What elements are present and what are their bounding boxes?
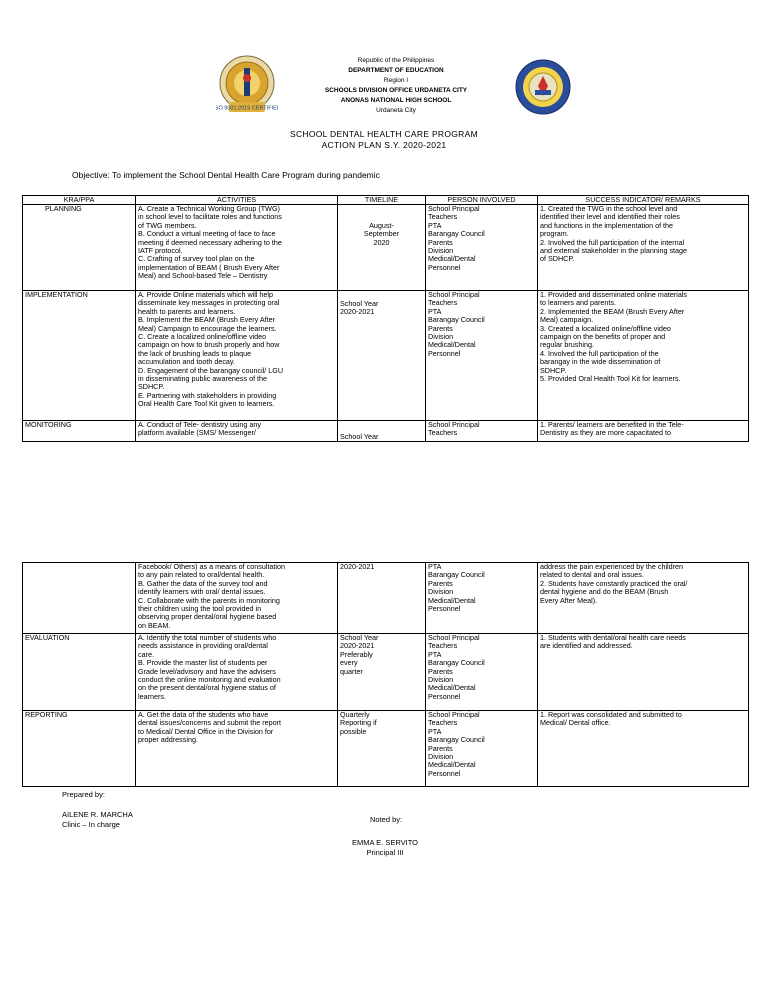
- cell-text: Division: [428, 247, 454, 256]
- cell-text: program.: [540, 230, 569, 239]
- cell-text: B. Implement the BEAM (Brush Every After: [138, 316, 276, 325]
- title-line-1: SCHOOL DENTAL HEALTH CARE PROGRAM: [290, 129, 478, 139]
- cell-text: A. Get the data of the students who have: [138, 711, 269, 719]
- cell-text: B. Gather the data of the survey tool and: [138, 579, 268, 588]
- cell-text: PLANNING: [45, 205, 82, 213]
- cell-text: Medical/Dental: [428, 596, 476, 605]
- table-row: [23, 563, 749, 634]
- cell-text: 2. Students have constantly practiced the oral/: [540, 579, 688, 588]
- cell-text: address the pain experienced by the children: [540, 563, 684, 571]
- timeline-cell: [338, 711, 426, 787]
- cell-text: MONITORING: [25, 421, 72, 429]
- cell-text: PTA: [428, 650, 442, 659]
- remarks-cell: [538, 205, 749, 291]
- title-line-2: ACTION PLAN S.Y. 2020-2021: [321, 140, 447, 150]
- cell-text: to Medical/ Dental Office in the Division for: [138, 727, 274, 736]
- cell-text: E. Partnering with stakeholders in providing: [138, 391, 277, 400]
- cell-text: School Principal: [428, 291, 480, 299]
- cell-text: School Principal: [428, 205, 480, 213]
- cell-text: Preferably: [340, 650, 373, 659]
- cell-text: learners.: [138, 692, 166, 701]
- cell-text: Meal) and School-based Tele – Dentistry: [138, 272, 268, 281]
- cell-text: of SDHCP.: [540, 255, 575, 264]
- cell-text: School Year: [340, 300, 379, 308]
- cell-text: Medical/Dental: [428, 255, 476, 264]
- cell-text: disseminate key messages in protecting oral: [138, 299, 280, 308]
- cell-text: and external stakeholder in the planning stage: [540, 247, 688, 256]
- cell-text: 1. Provided and disseminated online materials: [540, 291, 688, 299]
- timeline-cell: [338, 291, 426, 421]
- cell-text: 3. Created a localized online/offline video: [540, 324, 671, 333]
- noted-by-label: Noted by:: [370, 815, 403, 824]
- cell-text: Medical/Dental: [428, 341, 476, 350]
- cell-text: Parents: [428, 667, 453, 676]
- cell-text: care.: [138, 650, 154, 659]
- cell-text: dental issues/concerns and submit the report: [138, 719, 282, 728]
- cell-text: related to dental and oral issues.: [540, 571, 644, 580]
- cell-text: Personnel: [428, 769, 461, 778]
- header-timeline: TIMELINE: [338, 196, 426, 205]
- cell-text: quarter: [340, 667, 363, 676]
- cell-text: Parents: [428, 324, 453, 333]
- timeline-cell: [338, 634, 426, 711]
- cell-text: Medical/Dental: [428, 761, 476, 770]
- cell-text: SDHCP.: [540, 366, 567, 375]
- cell-text: on the present dental/oral hygiene status of: [138, 684, 276, 693]
- cell-text: 2. Implemented the BEAM (Brush Every After: [540, 307, 685, 316]
- republic-line: Republic of the Philippines: [357, 57, 435, 64]
- cell-text: observing proper dental/oral hygiene based: [138, 613, 277, 622]
- cell-text: REPORTING: [25, 711, 68, 719]
- cell-text: School Principal: [428, 421, 480, 429]
- timeline-cell: [338, 563, 426, 634]
- table-row: [23, 421, 749, 442]
- table-header-row: [23, 196, 749, 205]
- remarks-cell: [538, 634, 749, 711]
- cell-text: Medical/ Dental office.: [540, 719, 611, 728]
- cell-text: to learners and parents.: [540, 299, 616, 308]
- remarks-cell: [538, 421, 749, 442]
- cell-text: Personnel: [428, 605, 461, 614]
- cell-text: regular brushing.: [540, 341, 594, 350]
- persons-cell: [426, 563, 538, 634]
- activities-cell: [136, 634, 338, 711]
- cell-text: School Principal: [428, 711, 480, 719]
- remarks-cell: [538, 291, 749, 421]
- cell-text: A. Conduct of Tele- dentistry using any: [138, 421, 261, 429]
- letterhead: [284, 56, 508, 116]
- cell-text: Barangay Council: [428, 659, 485, 668]
- cell-text: Barangay Council: [428, 230, 485, 239]
- cell-text: School Year: [340, 433, 379, 441]
- cell-text: Division: [428, 333, 454, 342]
- kra-cell: [23, 421, 136, 442]
- kra-cell: [23, 291, 136, 421]
- cell-text: the lack of brushing leads to plaque: [138, 349, 252, 358]
- persons-cell: [426, 291, 538, 421]
- division-line: SCHOOLS DIVISION OFFICE URDANETA CITY: [324, 87, 468, 94]
- cell-text: dental hygiene and do the BEAM (Brush: [540, 588, 669, 597]
- cell-text: Dentistry as they are more capacitated to: [540, 429, 672, 438]
- cell-text: Reporting if: [340, 719, 377, 728]
- cell-text: 2020: [373, 238, 390, 247]
- cell-text: and functions in the implementation of the: [540, 221, 674, 230]
- cell-text: Parents: [428, 579, 453, 588]
- cell-text: Quarterly: [340, 711, 370, 719]
- cell-text: Facebook/ Others) as a means of consultation: [138, 563, 286, 571]
- cell-text: barangay in the wide dissemination of: [540, 358, 661, 367]
- cell-text: in school level to facilitate roles and functions: [138, 213, 282, 222]
- persons-cell: [426, 711, 538, 787]
- cell-text: health to parents and learners.: [138, 307, 236, 316]
- table-row: [23, 291, 749, 421]
- noted-by-name: EMMA E. SERVITO: [352, 838, 418, 847]
- activities-cell: [136, 205, 338, 291]
- cell-text: to any pain related to oral/dental health.: [138, 571, 265, 580]
- table-row: [23, 711, 749, 787]
- cell-text: Division: [428, 676, 454, 685]
- table-row: [23, 205, 749, 291]
- cell-text: Medical/Dental: [428, 684, 476, 693]
- cell-text: Personnel: [428, 349, 461, 358]
- cell-text: every: [340, 659, 358, 668]
- cell-text: Meal) campaign.: [540, 316, 594, 325]
- cell-text: C. Crafting of survey tool plan on the: [138, 255, 255, 264]
- iso-logo-text: ISO 9001:2015 CERTIFIED: [216, 105, 278, 112]
- cell-text: School Year: [340, 634, 379, 642]
- cell-text: in disseminating public awareness of the: [138, 375, 268, 384]
- cell-text: B. Conduct a virtual meeting of face to face: [138, 230, 276, 239]
- cell-text: Barangay Council: [428, 316, 485, 325]
- cell-text: IATF protocol.: [138, 247, 183, 256]
- activities-cell: [136, 563, 338, 634]
- cell-text: Teachers: [428, 213, 458, 222]
- document-title: [234, 129, 534, 151]
- cell-text: implementation of BEAM ( Brush Every After: [138, 263, 280, 272]
- cell-text: campaign on how to brush properly and how: [138, 341, 280, 350]
- cell-text: EVALUATION: [25, 634, 70, 642]
- activities-cell: [136, 421, 338, 442]
- cell-text: their children using the tool provided in: [138, 605, 262, 614]
- cell-text: Division: [428, 588, 454, 597]
- deped-iso-logo: [216, 54, 278, 116]
- persons-cell: [426, 421, 538, 442]
- cell-text: A. Identify the total number of students who: [138, 634, 277, 642]
- cell-text: 1. Report was consolidated and submitted to: [540, 711, 682, 719]
- cell-text: on BEAM.: [138, 621, 171, 630]
- cell-text: 2020-2021: [340, 642, 375, 651]
- cell-text: possible: [340, 727, 367, 736]
- timeline-cell: [338, 421, 426, 442]
- cell-text: Every After Meal).: [540, 596, 598, 605]
- cell-text: September: [363, 230, 400, 239]
- header-kra: KRA/PPA: [23, 196, 136, 205]
- noted-by-role: Principal III: [366, 848, 404, 857]
- city-line: Urdaneta City: [376, 107, 416, 114]
- cell-text: 4. Involved the full participation of the: [540, 349, 659, 358]
- kra-cell: [23, 634, 136, 711]
- cell-text: 2020-2021: [340, 308, 375, 317]
- cell-text: needs assistance in providing oral/dental: [138, 642, 268, 651]
- cell-text: PTA: [428, 563, 442, 571]
- prepared-by-label: Prepared by:: [62, 790, 105, 799]
- cell-text: A. Create a Technical Working Group (TWG): [138, 205, 280, 213]
- kra-cell: [23, 711, 136, 787]
- remarks-cell: [538, 711, 749, 787]
- cell-text: Parents: [428, 744, 453, 753]
- prepared-by-name: AILENE R. MARCHA: [62, 810, 133, 819]
- cell-text: campaign on the benefits of proper and: [540, 333, 666, 342]
- cell-text: identified their level and identified their roles: [540, 213, 680, 222]
- cell-text: C. Create a localized online/offline video: [138, 333, 267, 342]
- cell-text: Barangay Council: [428, 571, 485, 580]
- activities-cell: [136, 291, 338, 421]
- cell-text: 2. Involved the full participation of the internal: [540, 238, 685, 247]
- cell-text: D. Engagement of the barangay council/ LGU: [138, 366, 284, 375]
- cell-text: Division: [428, 753, 454, 762]
- cell-text: accumulation and tooth decay.: [138, 358, 235, 367]
- kra-cell: [23, 563, 136, 634]
- header-activities: ACTIVITIES: [136, 196, 338, 205]
- header-person-involved: PERSON INVOLVED: [426, 196, 538, 205]
- action-plan-table: [22, 195, 749, 442]
- cell-text: Grade level/advisory and have the advisers: [138, 667, 276, 676]
- activities-cell: [136, 711, 338, 787]
- cell-text: Oral Health Care Tool Kit given to learners.: [138, 400, 275, 409]
- cell-text: IMPLEMENTATION: [25, 291, 88, 299]
- timeline-cell: [338, 205, 426, 291]
- cell-text: A. Provide Online materials which will help: [138, 291, 274, 299]
- cell-text: PTA: [428, 307, 442, 316]
- prepared-by-block: [62, 810, 133, 830]
- cell-text: Teachers: [428, 429, 458, 438]
- action-plan-table-continued: [22, 562, 749, 787]
- cell-text: School Principal: [428, 634, 480, 642]
- cell-text: proper addressing.: [138, 736, 198, 745]
- cell-text: 2020-2021: [340, 563, 375, 571]
- cell-text: B. Provide the master list of students per: [138, 659, 268, 668]
- department-line: DEPARTMENT OF EDUCATION: [348, 67, 444, 74]
- table-row: [23, 634, 749, 711]
- cell-text: conduct the online monitoring and evaluation: [138, 676, 281, 685]
- cell-text: Parents: [428, 238, 453, 247]
- region-line: Region I: [383, 77, 409, 84]
- cell-text: PTA: [428, 221, 442, 230]
- cell-text: PTA: [428, 727, 442, 736]
- cell-text: identify learners with oral/ dental issues.: [138, 588, 266, 597]
- cell-text: August-: [369, 222, 394, 230]
- cell-text: 5. Provided Oral Health Tool Kit for learners.: [540, 375, 681, 384]
- cell-text: 1. Parents/ learners are benefited in the Tele-: [540, 421, 684, 429]
- header-success-indicator: SUCCESS INDICATOR/ REMARKS: [538, 196, 749, 205]
- remarks-cell: [538, 563, 749, 634]
- cell-text: Meal) Campaign to encourage the learners.: [138, 324, 277, 333]
- cell-text: meeting if deemed necessary adhering to the: [138, 238, 282, 247]
- cell-text: C. Collaborate with the parents in monitoring: [138, 596, 280, 605]
- prepared-by-role: Clinic – In charge: [62, 820, 120, 829]
- objective-text: Objective: To implement the School Dental Health Care Program during pandemic: [72, 170, 380, 180]
- cell-text: Barangay Council: [428, 736, 485, 745]
- cell-text: 1. Students with dental/oral health care needs: [540, 634, 686, 642]
- cell-text: Personnel: [428, 263, 461, 272]
- school-line: ANONAS NATIONAL HIGH SCHOOL: [340, 97, 452, 104]
- cell-text: 1. Created the TWG in the school level and: [540, 205, 678, 213]
- cell-text: are identified and addressed.: [540, 642, 633, 651]
- school-seal-logo: [515, 59, 571, 115]
- cell-text: Teachers: [428, 719, 458, 728]
- noted-by-block: [340, 838, 430, 858]
- kra-cell: [23, 205, 136, 291]
- cell-text: of TWG members.: [138, 221, 197, 230]
- persons-cell: [426, 205, 538, 291]
- cell-text: Teachers: [428, 642, 458, 651]
- persons-cell: [426, 634, 538, 711]
- cell-text: platform available (SMS/ Messenger/: [138, 429, 256, 438]
- cell-text: SDHCP.: [138, 383, 165, 392]
- cell-text: Personnel: [428, 692, 461, 701]
- cell-text: Teachers: [428, 299, 458, 308]
